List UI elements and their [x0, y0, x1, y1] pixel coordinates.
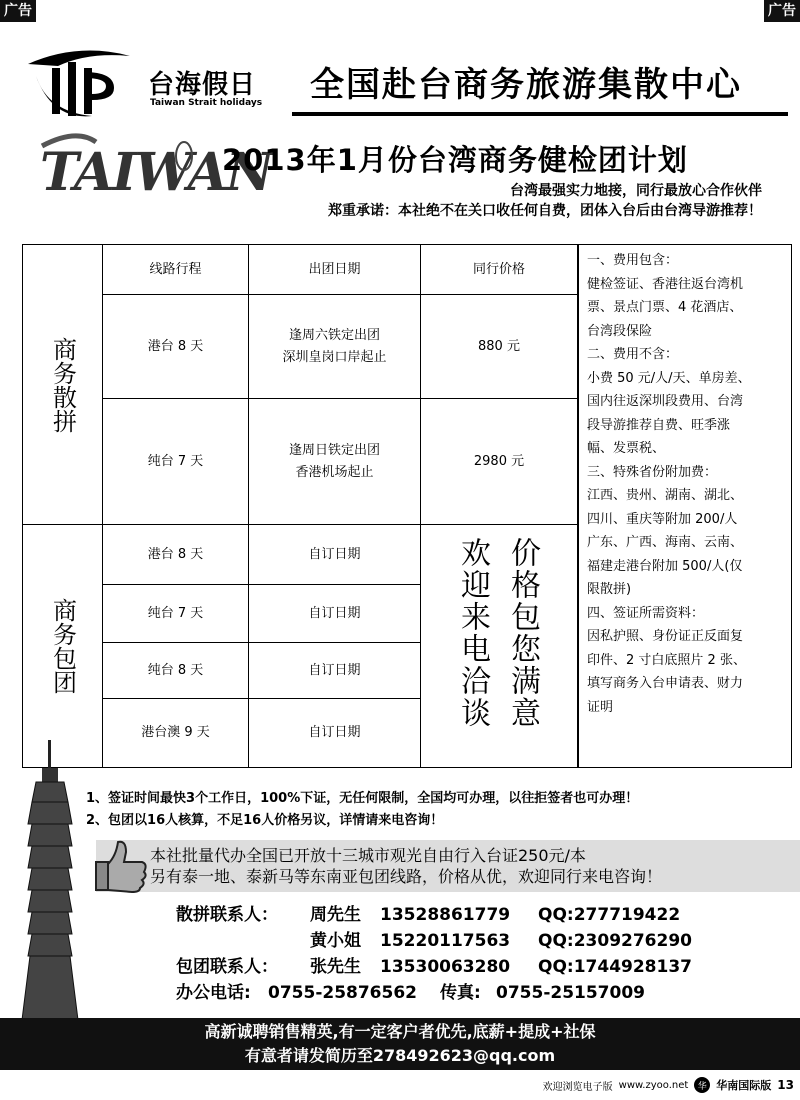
fee-line: 二、费用不含：: [587, 347, 679, 362]
header-price: 同行价格: [421, 245, 577, 295]
contact-phone: 13528861779: [380, 905, 511, 925]
slogan-welcome: 欢迎来电洽谈: [455, 537, 490, 729]
ad-tag-right: 广告: [764, 0, 800, 22]
table-row-route: 港台 8 天: [103, 525, 249, 585]
table-row-price: 2980 元: [421, 399, 577, 525]
fee-line: 三、特殊省份附加费：: [587, 464, 718, 480]
ad-tag-left: 广告: [0, 0, 36, 22]
contact-qq: QQ:1744928137: [538, 957, 692, 977]
taipei-101-tower-icon: [8, 740, 92, 1020]
fee-line: 健检签证、香港往返台湾机: [587, 276, 744, 292]
fax-label: 传真:: [440, 983, 481, 1003]
fee-line: 广东、广西、海南、云南、: [587, 535, 744, 550]
header-route: 线路行程: [103, 245, 249, 295]
fee-line: 因私护照、身份证正反面复: [587, 629, 744, 644]
fee-line: 填写商务入台申请表、财力: [587, 676, 744, 691]
contact-name: 张先生: [310, 957, 361, 977]
fee-line: 国内往返深圳段费用、台湾: [587, 394, 744, 409]
route-table: [22, 244, 578, 768]
header-date: 出团日期: [249, 245, 421, 295]
recruit-line: 高新诚聘销售精英,有一定客户者优先,底薪+提成+社保: [204, 1022, 596, 1041]
date-line: 深圳皇岗口岸起止: [282, 349, 387, 365]
contact-name: 黄小姐: [310, 931, 361, 951]
table-row-date: [249, 295, 421, 399]
contact-qq: QQ:2309276290: [538, 931, 692, 951]
fee-line: 印件、2 寸白底照片 2 张、: [587, 652, 746, 668]
footer-url[interactable]: www.zyoo.net: [618, 1079, 689, 1091]
table-row-route: 港台 8 天: [103, 295, 249, 399]
contact-name: 周先生: [310, 905, 361, 925]
office-phone-label: 办公电话:: [176, 983, 251, 1003]
plan-title: 2013年1月份台湾商务健检团计划: [222, 143, 688, 177]
fee-details: [578, 244, 792, 768]
private-contact-label: 包团联系人：: [176, 957, 278, 977]
table-row-price: 880 元: [421, 295, 577, 399]
brand-name-en: Taiwan Strait holidays: [150, 98, 263, 108]
table-row-route: 纯台 7 天: [103, 399, 249, 525]
fee-line: 台湾段保险: [587, 323, 653, 339]
promo-line: 本社批量代办全国已开放十三城市观光自由行入台证250元/本: [150, 846, 586, 865]
fee-line: 小费 50 元/人/天、单房差、: [587, 370, 751, 386]
notes: [86, 788, 638, 832]
table-row-date: 自订日期: [249, 585, 421, 643]
recruit-line: 有意者请发简历至278492623@qq.com: [244, 1046, 556, 1065]
slogan-price: 价格包您满意: [505, 537, 540, 729]
fee-line: 证明: [587, 699, 614, 715]
note-line: 2、包团以16人核算，不足16人价格另议，详情请来电咨询！: [86, 813, 444, 828]
fee-line: 段导游推荐自费、旺季涨: [587, 417, 731, 433]
brand-name-cn: 台海假日: [148, 70, 257, 100]
table-row-route: 纯台 7 天: [103, 585, 249, 643]
hero-title: 全国赴台商务旅游集散中心: [310, 65, 742, 105]
hero-banner: [292, 60, 788, 116]
taiwan-art-text: TAIWAN: [40, 142, 272, 203]
thumbs-up-icon: [86, 832, 152, 898]
promo-line: 另有泰一地、泰新马等东南亚包团线路，价格从优，欢迎同行来电咨询！: [150, 867, 663, 886]
fee-line: 幅、发票税、: [587, 441, 666, 456]
promo-text: [150, 845, 662, 887]
fee-line: 限散拼): [587, 582, 632, 597]
page-number: 13: [777, 1078, 794, 1092]
footer-edition: 华南国际版: [716, 1079, 772, 1092]
date-line: 香港机场起止: [295, 464, 374, 480]
edition-badge-icon: 华: [694, 1077, 710, 1093]
tagline-promise: 郑重承诺：本社绝不在关口收任何自费，团体入台后由台湾导游推荐！: [328, 203, 762, 219]
fee-line: 四川、重庆等附加 200/人: [587, 511, 738, 527]
footer-browse: 欢迎浏览电子版: [542, 1081, 613, 1093]
note-line: 1、签证时间最快3个工作日，100%下证，无任何限制，全国均可办理，以往拒签者也可办理！: [86, 791, 639, 806]
tagline-partner: 台湾最强实力地接，同行最放心合作伙伴: [510, 183, 762, 199]
table-row-route: 港台澳 9 天: [103, 699, 249, 767]
fax-number: 0755-25157009: [496, 983, 645, 1003]
table-row-date: 自订日期: [249, 643, 421, 699]
date-line: 逢周六铁定出团: [288, 327, 380, 343]
contact-phone: 13530063280: [380, 957, 511, 977]
date-line: 逢周日铁定出团: [288, 442, 380, 458]
table-row-date: 自订日期: [249, 525, 421, 585]
table-row-route: 纯台 8 天: [103, 643, 249, 699]
scatter-contact-label: 散拼联系人：: [176, 905, 278, 925]
fee-line: 江西、贵州、湖南、湖北、: [587, 488, 744, 503]
recruit-banner: [0, 1018, 800, 1070]
fee-line: 一、费用包含：: [587, 253, 679, 268]
taiwan-calligraphy-icon: [36, 126, 272, 206]
fee-line: 福建走港台附加 500/人(仅: [587, 558, 743, 574]
table-row-date: [249, 399, 421, 525]
contact-phone: 15220117563: [380, 931, 511, 951]
brand-logo-icon: [18, 42, 138, 122]
fee-line: 四、签证所需资料：: [587, 605, 705, 621]
category-scatter: 商务散拼: [23, 245, 103, 525]
fee-line: 票、景点门票、4 花酒店、: [587, 300, 743, 315]
category-private: 商务包团: [23, 525, 103, 767]
contact-qq: QQ:277719422: [538, 905, 681, 925]
office-phone: 0755-25876562: [268, 983, 417, 1003]
table-row-date: 自订日期: [249, 699, 421, 767]
page-footer: [543, 1077, 794, 1093]
